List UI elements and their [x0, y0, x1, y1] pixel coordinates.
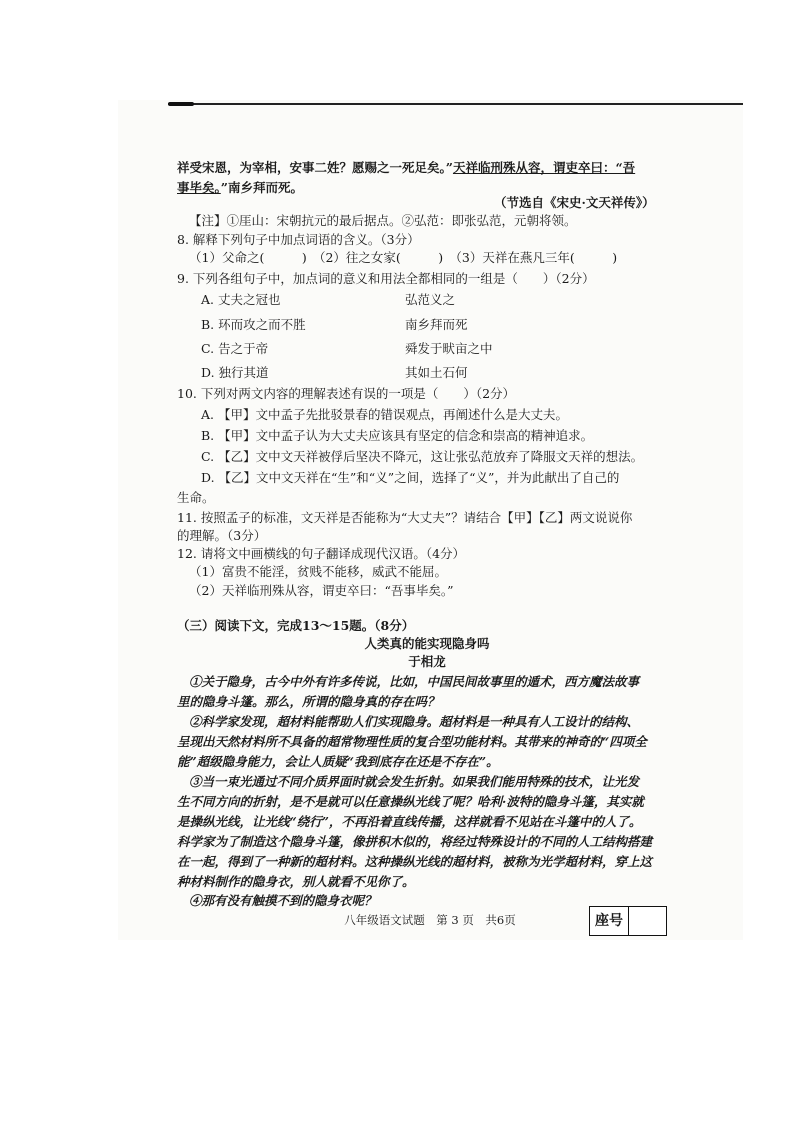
article-title: 人类真的能实现隐身吗	[364, 636, 490, 651]
q8-stem: 8. 解释下列句子中加点词语的含义。（3分）	[177, 232, 420, 247]
q9-option-a-left: A. 丈夫之冠也	[201, 292, 281, 307]
q10-option-c: C. 【乙】文中文天祥被俘后坚决不降元，这让张弘范放弃了降服文天祥的想法。	[201, 449, 644, 464]
article-author: 于相龙	[408, 654, 446, 669]
q9-option-c-left: C. 告之于帝	[201, 341, 269, 356]
underlined-sentence: 天祥临刑殊从容，谓吏卒曰：“吾	[452, 160, 636, 175]
q9-stem: 9. 下列各组句子中，加点词的意义和用法全都相同的一组是（ ）（2分）	[177, 271, 595, 286]
passage-text: 祥受宋恩，为宰相，安事二姓？愿赐之一死足矣。”	[177, 160, 453, 175]
q9-option-b-right: 南乡拜而死	[405, 317, 468, 332]
article-paragraph-line: ③当一束光通过不同介质界面时就会发生折射。如果我们能用特殊的技术，让光发	[189, 774, 640, 789]
article-paragraph-line: 生不同方向的折射，是不是就可以任意操纵光线了呢？哈利·波特的隐身斗篷，其实就	[177, 794, 644, 809]
article-paragraph-line: 里的隐身斗篷。那么，所谓的隐身真的存在吗？	[177, 694, 440, 709]
q10-option-d: D. 【乙】文中文天祥在“生”和“义”之间，选择了“义”，并为此献出了自己的	[201, 470, 620, 485]
q10-option-a: A. 【甲】文中孟子先批驳景春的错误观点，再阐述什么是大丈夫。	[201, 407, 568, 422]
seat-number-box	[589, 906, 667, 936]
passage-source: （节选自《宋史·文天祥传》）	[494, 195, 655, 210]
article-paragraph-line: 呈现出天然材料所不具备的超常物理性质的复合型功能材料。其带来的神奇的“四项全	[177, 734, 647, 749]
passage-note: 【注】①厓山：宋朝抗元的最后据点。②弘范：即张弘范，元朝将领。	[189, 213, 577, 228]
passage-line-2	[177, 180, 303, 196]
page-top-edge	[168, 103, 743, 105]
passage-line-1	[177, 160, 635, 176]
article-paragraph-line: 科学家为了制造这个隐身斗篷，像拼积木似的，将经过特殊设计的不同的人工结构搭建	[177, 834, 653, 849]
q9-option-c-right: 舜发于畎亩之中	[405, 341, 493, 356]
q9-option-a-right: 弘范义之	[405, 292, 456, 307]
q12-item-2: （2）天祥临刑殊从容，谓吏卒曰：“吾事毕矣。”	[189, 583, 454, 598]
page-top-mark	[168, 102, 194, 106]
article-paragraph-line: ①关于隐身，古今中外有许多传说，比如，中国民间故事里的遁术，西方魔法故事	[189, 674, 640, 689]
section3-heading: （三）阅读下文，完成13～15题。（8分）	[177, 618, 415, 633]
q9-option-d-left: D. 独行其道	[201, 365, 269, 380]
article-paragraph-line: 是操纵光线，让光线“绕行”，不再沿着直线传播，这样就看不见站在斗篷中的人了。	[177, 814, 642, 829]
q11-line-1: 11. 按照孟子的标准，文天祥是否能称为“大丈夫”？请结合【甲】【乙】两文说说你	[177, 510, 633, 525]
seat-number-label: 座号	[590, 907, 629, 935]
page-footer: 八年级语文试题 第 3 页 共6页	[344, 913, 516, 927]
q12-stem: 12. 请将文中画横线的句子翻译成现代汉语。（4分）	[177, 546, 466, 561]
article-paragraph-line: 能”超级隐身能力，会让人质疑“我到底存在还是不存在”。	[177, 754, 499, 769]
q8-items: （1）父命之( ) （2）往之女家( ) （3）天祥在燕凡三年( )	[189, 250, 618, 265]
q11-line-2: 的理解。（3分）	[177, 528, 267, 543]
underlined-sentence: 事毕矣。	[177, 180, 221, 195]
q10-option-d-cont: 生命。	[177, 490, 215, 505]
article-paragraph-line: 在一起，得到了一种新的超材料。这种操纵光线的超材料，被称为光学超材料，穿上这	[177, 854, 653, 869]
q10-stem: 10. 下列对两文内容的理解表述有误的一项是（ ）（2分）	[177, 386, 516, 401]
q9-option-d-right: 其如土石何	[405, 365, 468, 380]
article-paragraph-line: ④那有没有触摸不到的隐身衣呢？	[189, 893, 377, 908]
q9-option-b-left: B. 环而攻之而不胜	[201, 317, 306, 332]
passage-text: ”南乡拜而死。	[220, 180, 303, 195]
q10-option-b: B. 【甲】文中孟子认为大丈夫应该具有坚定的信念和崇高的精神追求。	[201, 428, 594, 443]
article-paragraph-line: 种材料制作的隐身衣，别人就看不见你了。	[177, 874, 415, 889]
q12-item-1: （1）富贵不能淫，贫贱不能移，威武不能屈。	[189, 564, 447, 579]
article-paragraph-line: ②科学家发现，超材料能帮助人们实现隐身。超材料是一种具有人工设计的结构、	[189, 714, 640, 729]
